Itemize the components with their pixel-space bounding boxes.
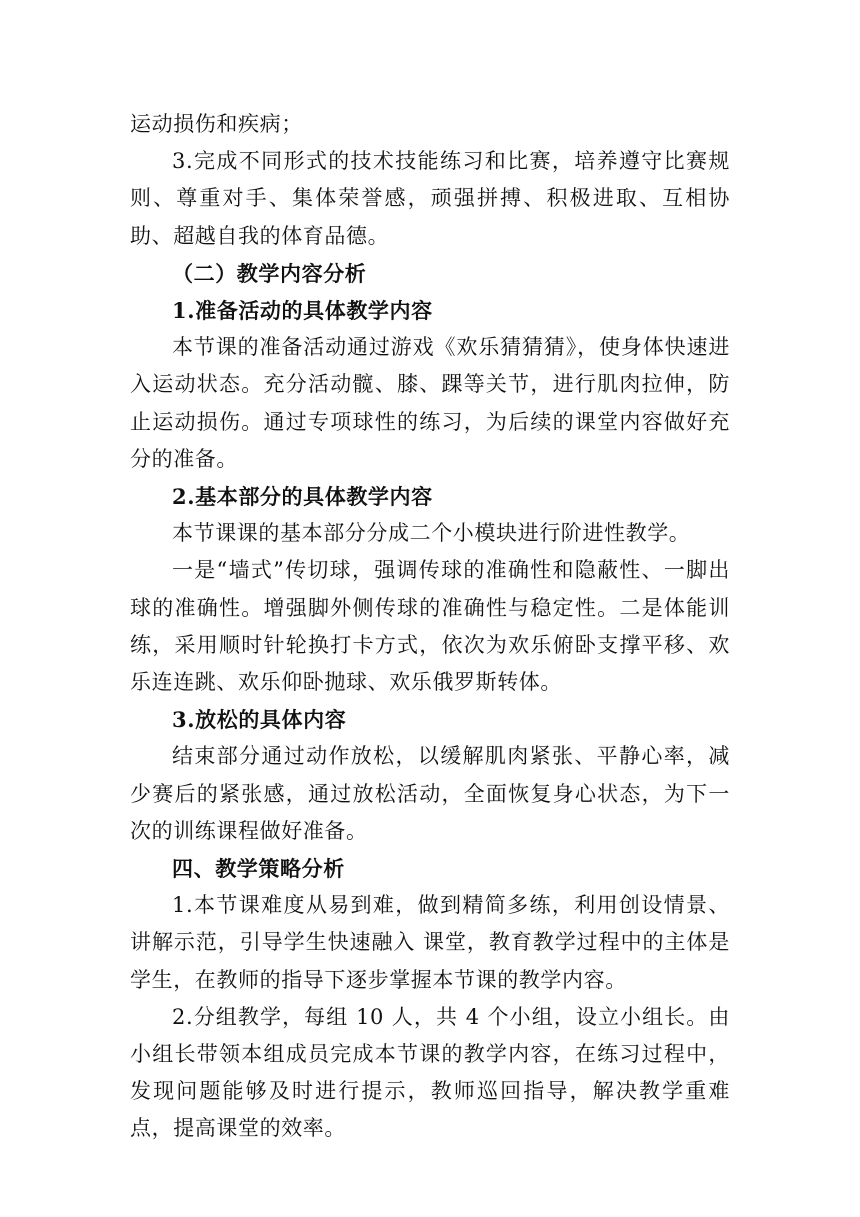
paragraph-basic-intro: 本节课课的基本部分分成二个小模块进行阶进性教学。 <box>172 521 691 546</box>
heading-relaxation-content: 3.放松的具体内容 <box>172 707 347 733</box>
paragraph-continuation: 运动损伤和疾病； <box>130 112 303 136</box>
paragraph-relaxation: 结束部分通过动作放松，以缓解肌肉紧张、平静心率，减少赛后的紧张感，通过放松活动，全面恢复身心状态，为下一次的训练课程做好准备。 <box>130 744 730 843</box>
document-body <box>130 106 730 1148</box>
paragraph-warmup: 本节课的准备活动通过游戏《欢乐猜猜猜》，使身体快速进入运动状态。充分活动髋、膝、踝等关节，进行肌肉拉伸，防止运动损伤。通过专项球性的练习，为后续的课堂内容做好充分的准备。 <box>130 335 730 471</box>
paragraph-item-3: 3.完成不同形式的技术技能练习和比赛，培养遵守比赛规则、尊重对手、集体荣誉感，顽强拼搏、积极进取、互相协助、超越自我的体育品德。 <box>130 149 730 248</box>
heading-warmup-content: 1.准备活动的具体教学内容 <box>172 298 433 324</box>
paragraph-strategy-1: 1.本节课难度从易到难，做到精简多练，利用创设情景、讲解示范，引导学生快速融入 课堂，教育教学过程中的主体是学生，在教师的指导下逐步掌握本节课的教学内容。 <box>130 893 730 992</box>
heading-basic-part-content: 2.基本部分的具体教学内容 <box>172 484 433 510</box>
heading-teaching-strategy: 四、教学策略分析 <box>172 856 345 882</box>
heading-teaching-content-analysis: （二）教学内容分析 <box>172 260 367 286</box>
paragraph-strategy-2: 2.分组教学，每组 10 人，共 4 个小组，设立小组长。由小组长带领本组成员完成本节课的教学内容，在练习过程中，发现问题能够及时进行提示，教师巡回指导，解决教学重难点，提高课堂的效率。 <box>130 1004 730 1141</box>
paragraph-basic-detail: 一是“墙式”传切球，强调传球的准确性和隐蔽性、一脚出球的准确性。增强脚外侧传球的准确性与稳定性。二是体能训练，采用顺时针轮换打卡方式，依次为欢乐俯卧支撑平移、欢乐连连跳、欢乐仰卧抛球、欢乐俄罗斯转体。 <box>130 558 730 695</box>
